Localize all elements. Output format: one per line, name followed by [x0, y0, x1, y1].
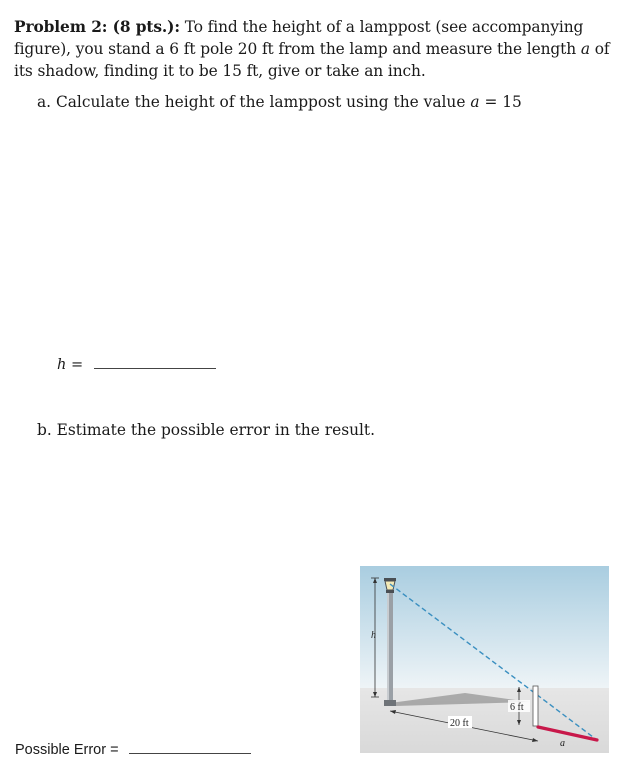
problem-text-2: of its shadow, finding it to be 15 ft, give or take an inch. — [14, 40, 610, 80]
sky — [360, 566, 609, 688]
problem-text-1: To find the height of a lamppost (see accompanying figure), you stand a 6 ft pole 20 ft from the lamp and measure the length — [14, 18, 584, 58]
h-answer-line — [57, 355, 216, 375]
part-b-label: b. — [37, 421, 52, 439]
possible-error-line — [15, 740, 251, 760]
part-b-text: Estimate the possible error in the result. — [56, 421, 375, 439]
problem-var-a: a — [580, 40, 590, 58]
possible-error-blank[interactable] — [129, 753, 251, 754]
possible-error-label: Possible Error = — [15, 742, 119, 758]
lamppost-diagram — [360, 566, 609, 753]
problem-heading: Problem 2: (8 pts.): — [14, 18, 180, 36]
distance-label: 20 ft — [450, 718, 469, 729]
part-a-equals: = 15 — [484, 93, 522, 111]
lamppost-base — [384, 700, 396, 706]
h-label: h — [371, 630, 376, 641]
h-var: h — [57, 357, 67, 373]
lamp-glass — [385, 581, 395, 590]
shadow-label: a — [560, 738, 565, 749]
pole-height-label: 6 ft — [510, 702, 524, 713]
part-b — [37, 419, 375, 441]
h-answer-blank[interactable] — [94, 368, 216, 369]
h-equals: = — [70, 357, 84, 373]
part-a-label: a. — [37, 93, 52, 111]
lamppost-figure — [360, 566, 609, 753]
small-pole — [533, 686, 538, 726]
part-a-var: a — [470, 93, 480, 111]
part-a-text: Calculate the height of the lamppost using the value — [55, 93, 466, 111]
part-a — [37, 91, 522, 113]
problem-statement — [14, 16, 626, 82]
